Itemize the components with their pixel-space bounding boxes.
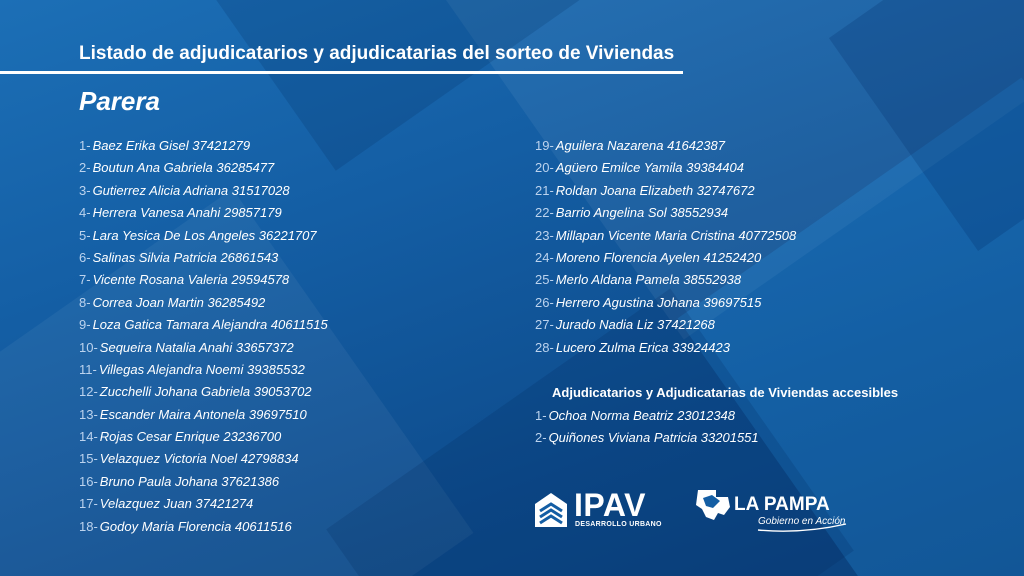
item-text: Velazquez Victoria Noel 42798834 — [99, 451, 299, 467]
item-text: Velazquez Juan 37421274 — [99, 496, 254, 512]
list-item — [79, 493, 328, 515]
item-number: 7- — [79, 272, 91, 288]
list-item — [79, 180, 328, 202]
list-item — [535, 427, 759, 449]
list-item — [535, 314, 796, 336]
item-text: Jurado Nadia Liz 37421268 — [555, 317, 715, 333]
item-number: 8- — [79, 294, 91, 310]
accessible-section-title: Adjudicatarios y Adjudicatarias de Viviendas accesibles — [552, 385, 899, 400]
list-item — [535, 157, 796, 179]
item-text: Millapan Vicente Maria Cristina 40772508 — [555, 227, 797, 243]
list-item — [535, 292, 796, 314]
list-item — [79, 337, 328, 359]
item-number: 19- — [535, 138, 554, 153]
item-number: 20- — [535, 160, 554, 176]
item-text: Aguilera Nazarena 41642387 — [555, 138, 725, 153]
list-item — [79, 225, 328, 247]
item-number: 12- — [79, 384, 98, 400]
item-text: Bruno Paula Johana 37621386 — [99, 473, 280, 489]
item-text: Zucchelli Johana Gabriela 39053702 — [99, 384, 312, 400]
item-number: 25- — [535, 272, 554, 288]
item-text: Lucero Zulma Erica 33924423 — [555, 339, 730, 355]
list-item — [79, 202, 328, 224]
lapampa-tagline: Gobierno en Acción — [758, 516, 846, 527]
list-item — [535, 225, 796, 247]
item-number: 9- — [79, 317, 91, 333]
item-text: Herrera Vanesa Anahi 29857179 — [92, 205, 282, 221]
item-number: 27- — [535, 317, 554, 333]
item-text: Merlo Aldana Pamela 38552938 — [555, 272, 742, 288]
item-number: 26- — [535, 294, 554, 310]
item-number: 13- — [79, 406, 98, 422]
swoosh-icon — [756, 521, 848, 533]
item-text: Baez Erika Gisel 37421279 — [92, 138, 251, 153]
list-item — [79, 247, 328, 269]
list-item — [535, 247, 796, 269]
list-item — [535, 405, 759, 427]
item-number: 5- — [79, 227, 91, 243]
list-item — [79, 381, 328, 403]
province-map-icon — [694, 487, 732, 523]
list-item — [79, 292, 328, 314]
ipav-house-icon — [534, 492, 568, 528]
item-number: 6- — [79, 249, 91, 265]
item-text: Moreno Florencia Ayelen 41252420 — [555, 249, 762, 265]
list-item — [79, 314, 328, 336]
item-number: 4- — [79, 205, 91, 221]
list-item — [79, 157, 328, 179]
page-title: Listado de adjudicatarios y adjudicatarias del sorteo de Viviendas — [79, 43, 675, 64]
item-number: 2- — [79, 160, 91, 176]
list-item — [79, 359, 328, 381]
item-text: Sequeira Natalia Anahi 33657372 — [99, 339, 294, 355]
item-number: 15- — [79, 451, 98, 467]
list-item — [535, 337, 796, 359]
item-number: 22- — [535, 205, 554, 221]
list-item — [535, 269, 796, 291]
item-number: 18- — [79, 518, 98, 534]
item-text: Villegas Alejandra Noemi 39385532 — [98, 361, 305, 377]
item-number: 17- — [79, 496, 98, 512]
ipav-name: IPAV — [574, 487, 646, 523]
item-number: 1- — [79, 138, 91, 153]
item-number: 23- — [535, 227, 554, 243]
lapampa-name: LA PAMPA — [734, 494, 830, 515]
list-item — [535, 202, 796, 224]
item-text: Lara Yesica De Los Angeles 36221707 — [92, 227, 317, 243]
title-underline — [0, 71, 683, 74]
list-item — [79, 269, 328, 291]
item-text: Quiñones Viviana Patricia 33201551 — [548, 430, 759, 446]
list-item — [79, 471, 328, 493]
item-text: Roldan Joana Elizabeth 32747672 — [555, 182, 755, 198]
list-item — [535, 180, 796, 202]
accessible-awardee-list — [535, 405, 759, 450]
item-text: Ochoa Norma Beatriz 23012348 — [548, 408, 736, 423]
lapampa-logo — [694, 487, 854, 533]
awardee-list-left — [79, 135, 328, 538]
item-text: Rojas Cesar Enrique 23236700 — [99, 429, 282, 445]
awardee-list-right — [535, 135, 796, 359]
item-number: 10- — [79, 339, 98, 355]
item-text: Escander Maira Antonela 39697510 — [99, 406, 307, 422]
item-number: 16- — [79, 473, 98, 489]
item-text: Salinas Silvia Patricia 26861543 — [92, 249, 279, 265]
list-item — [535, 135, 796, 157]
item-text: Boutun Ana Gabriela 36285477 — [92, 160, 275, 176]
location-title: Parera — [79, 86, 160, 116]
list-item — [79, 135, 328, 157]
item-number: 21- — [535, 182, 554, 198]
item-text: Vicente Rosana Valeria 29594578 — [92, 272, 290, 288]
list-item — [79, 404, 328, 426]
item-text: Herrero Agustina Johana 39697515 — [555, 294, 762, 310]
item-text: Loza Gatica Tamara Alejandra 40611515 — [92, 317, 328, 333]
ipav-subtitle: DESARROLLO URBANO — [575, 521, 662, 528]
list-item — [79, 426, 328, 448]
item-number: 14- — [79, 429, 98, 445]
list-item — [79, 448, 328, 470]
item-text: Godoy Maria Florencia 40611516 — [99, 518, 292, 534]
item-text: Agüero Emilce Yamila 39384404 — [555, 160, 744, 176]
item-number: 11- — [79, 361, 97, 377]
item-number: 1- — [535, 408, 547, 423]
item-number: 2- — [535, 430, 547, 446]
item-number: 28- — [535, 339, 554, 355]
item-number: 24- — [535, 249, 554, 265]
item-text: Barrio Angelina Sol 38552934 — [555, 205, 729, 221]
item-text: Gutierrez Alicia Adriana 31517028 — [92, 182, 290, 198]
item-text: Correa Joan Martin 36285492 — [92, 294, 266, 310]
item-number: 3- — [79, 182, 91, 198]
ipav-logo — [534, 487, 664, 534]
list-item — [79, 516, 328, 538]
